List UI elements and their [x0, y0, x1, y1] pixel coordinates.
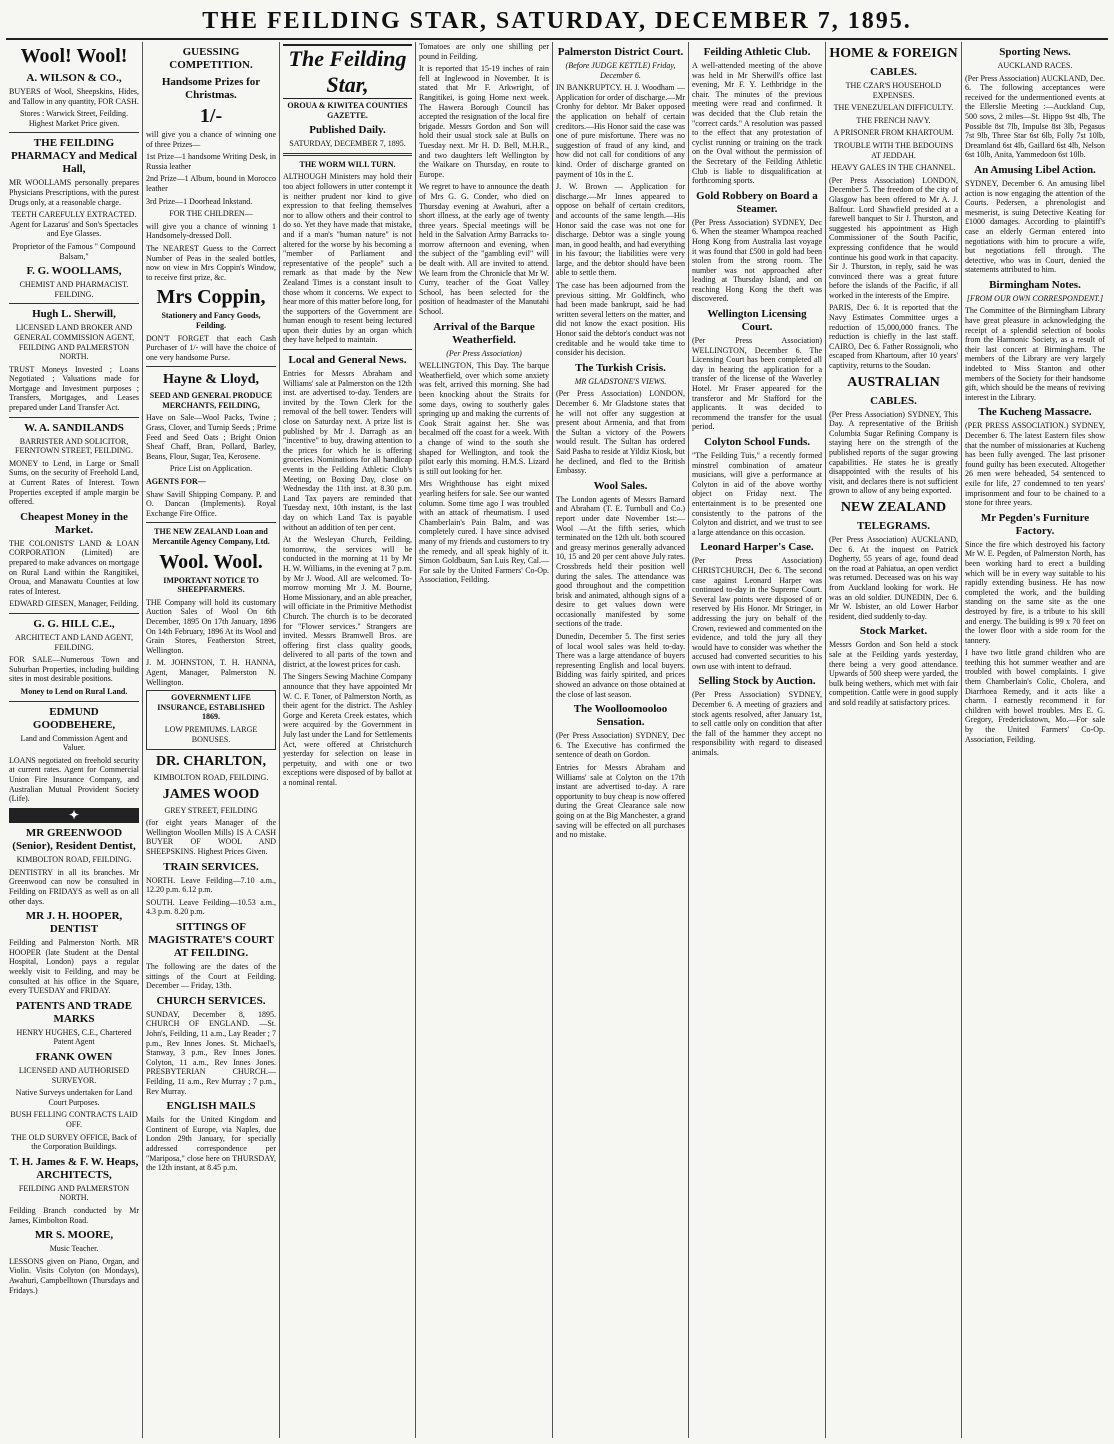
leonard-heading: Leonard Harper's Case. [700, 541, 814, 554]
wool-sales-text: The London agents of Messrs Barnard and Abraham (T. E. Turnbull and Co.) report under date November 1st:—Wool —At the fifth series, which terminated on the 12th ult. both scoured and greasy merinos generally advanced 10, 15 and 20 per cent above July rates. Crossbreds held their position well during the sales. The attendance was good throughout and the competition brisk and animated, although signs of a desire to get values down were occasionally manifested by some sections of the trade. [556, 494, 685, 629]
column-1 [6, 42, 142, 1438]
divider [9, 132, 139, 133]
hayne-sub: SEED AND GENERAL PRODUCE MERCHANTS, FEILDING, [149, 391, 273, 410]
masthead [6, 4, 1108, 40]
hill-sub: ARCHITECT AND LAND AGENT, FEILDING. [15, 632, 133, 652]
birmingham-heading: Birmingham Notes. [989, 278, 1081, 291]
children-text: will give you a chance of winning 1 Handsomely-dressed Doll. [146, 221, 276, 241]
colonists-text: THE COLONISTS' LAND & LOAN CORPORATION (Limited) are prepared to make advances on mortgage on Rural Land within the Rangitikei, Oroua, and Manawatu Counties at low rates of Interest. [9, 538, 139, 596]
woollams-sub: CHEMIST AND PHARMACIST. FEILDING. [19, 280, 129, 299]
train-south: SOUTH. Leave Feilding—10.53 a.m., 4.3 p.m. 8.20 p.m. [146, 897, 276, 917]
turkish-sub: MR GLADSTONE'S VIEWS. [574, 376, 667, 386]
worm-text: ALTHOUGH Ministers may hold their too abject followers in utter contempt it is neither prudent nor kind to give expression to that feeling themselves nor to allow others and their control to do so. Yet they have made that mistake, and if a man's "human nature" is not altered for the worse by his becoming a "member of Parliament and representative of the people" such a remark as that made by the New Zealand Times is a constant insult to those whom it concerns. We expect to hear more of this matter before long, for the supporters of the Government are human enough to resent being lectured upon their duties by an organ which they have helped to maintain. [283, 172, 412, 345]
cables-heading: CABLES. [870, 66, 917, 78]
selling-heading: Selling Stock by Auction. [698, 675, 816, 688]
wood-name: JAMES WOOD [162, 786, 260, 802]
price-heading: 1/- [199, 105, 223, 127]
loans-text: LOANS negotiated on freehold security at current rates. Agent for Commercial Union Fire Insurance Company, and Australian Mutual Provident Society (Life). [9, 755, 139, 804]
woollams-name: F. G. WOOLLAMS, [26, 265, 122, 278]
pdc-heading: Palmerston District Court. [557, 46, 684, 58]
column-8 [961, 42, 1108, 1438]
auckland-races: AUCKLAND RACES. [997, 61, 1073, 70]
prize-3: 3rd Prize—1 Doorhead Inkstand. [146, 196, 253, 206]
sandilands-name: W. A. SANDILANDS [24, 421, 124, 434]
issue-date: SATURDAY, DECEMBER 7, 1895. [289, 139, 406, 149]
nz-loan: THE NEW ZEALAND Loan and Mercantile Agency Company, Ltd. [152, 527, 270, 546]
sporting-heading: Sporting News. [999, 46, 1071, 58]
wilson-text: BUYERS of Wool, Sheepskins, Hides, and Tallow in any quantity, FOR CASH. [9, 87, 139, 106]
australian-cables: CABLES. [870, 394, 917, 407]
balsam-text: Proprietor of the Famous " Compound Balsam," [12, 241, 136, 261]
owen-name: FRANK OWEN [35, 1051, 113, 1063]
prizes-heading: Handsome Prizes for Christmas. [161, 76, 261, 101]
stock-heading: Stock Market. [859, 625, 928, 638]
natives-text: Native Surveys undertaken for Land Court Purposes. [15, 1088, 133, 1107]
agents-heading: AGENTS FOR— [146, 477, 206, 487]
nz-text: (Per Press Association) AUCKLAND, Dec 6. At the inquest on Patrick Dogherty, 55 years of age, found dead on the road at Pahiatua, an open verdict was returned. Deceased was on his way from Auckland looking for work. He was an old soldier. DUNEDIN, Dec 6. Mr W. Isbister, an old Lower Harbor resident, died suddenly to-day. [829, 534, 958, 621]
govt-life: GOVERNMENT LIFE INSURANCE, ESTABLISHED 1869. [157, 693, 265, 722]
australian-text: (Per Press Association) SYDNEY, This Day. A representative of the British Columbia Sugar Refining Company is staying here on the strength of the published reports of the sugar growing capabilities. He states he is greatly disappointed with the results of his visit, and declares there is not sufficient grown to allow of any being exported. [829, 409, 958, 496]
published-daily: Published Daily. [309, 124, 386, 137]
hayne-list: Price List on Application. [169, 464, 253, 474]
cables-text-2: PARIS, Dec 6. It is reported that the Navy Estimates Committee urges a reduction of 15,000,000 francs. The reduction is chiefly in the last staff. CAIRO, Dec 6. Father Rossignoli, who escaped from Khartoum, after 10 years' captivity, returns to the Soudan. [829, 303, 958, 371]
wood-text: (for eight years Manager of the Wellington Woollen Mills) IS A CASH BUYER OF WOOL AND SHEEPSKINS. Highest Prices Given. [146, 818, 276, 857]
coppin-sub: Stationery and Fancy Goods, Feilding. [161, 311, 261, 330]
hooper-text: Feilding and Palmerston North. MR HOOPER (late Student at the Dental Hospital, London) pays a regular weekly visit to Feilding, and may be consulted at his office in the Square, every TUESDAY and FRIDAY. [9, 938, 139, 996]
gold-heading: Gold Robbery on Board a Steamer. [696, 189, 818, 215]
johnston-sign: J. M. JOHNSTON, T. H. HANNA, Agent, Manager, Palmerston N. Wellington. [146, 658, 276, 687]
divider [9, 613, 139, 614]
local-text-1: Entries for Messrs Abraham and Williams' sale at Palmerston on the 12th inst. are advertised to-day. Tenders are invited by the Town Clerk for the removal of the bell tower. Tenders will close on Saturday next. A prize list is published by Mr J. Darragh as an "incentive" to buy, drawing attention to the prices for which he is offering groceries. Nominations for all handicap events in the Feilding Athletic Club's Meeting, on Boxing Day, close on Wednesday the 11th inst. at 8.30 p.m. Land Tax payers are reminded that Tuesday next, 10th instant, is the last day on which Land Tax is payable without an addition of ten per cent. [283, 369, 412, 532]
sittings-text: The following are the dates of the sittings of the Court at Feilding. December — Friday, 13th. [146, 962, 276, 991]
telegrams-heading: TELEGRAMS. [856, 519, 931, 532]
coppin-name: Mrs Coppin, [156, 286, 266, 309]
french-navy-sub: THE FRENCH NAVY. [856, 115, 931, 125]
home-foreign-heading: HOME & FOREIGN [829, 46, 958, 61]
forsale-text: FOR SALE—Numerous Town and Suburban Properties, including building sites in most desirable positions. [9, 655, 139, 684]
tomatoes-text: Tomatoes are only one shilling per pound in Feilding. [419, 42, 549, 61]
money-rural: Money to Lend on Rural Land. [20, 686, 128, 696]
gales-sub: HEAVY GALES IN THE CHANNEL. [831, 163, 956, 173]
church-heading: CHURCH SERVICES. [156, 994, 266, 1007]
wilson-name: A. WILSON & CO., [26, 72, 122, 84]
hughes-text: HENRY HUGHES, C.E., Chartered Patent Agent [16, 1027, 132, 1047]
court-text: The case has been adjourned from the previous sitting. Mr Goldfinch, who had been made bankrupt, said he had written several letters on the matter, and did not know the exact position. His Honor said the debtor's conduct was not creditable and he would take time to consider his decision. [556, 281, 685, 358]
pharmacy-text: MR WOOLLAMS personally prepares Physicians Prescriptions, with the purest Drugs only, at a reasonable charge. [9, 178, 139, 207]
giesen-sign: EDWARD GIESEN, Manager, Feilding. [9, 599, 139, 609]
notice-heading: IMPORTANT NOTICE TO SHEEPFARMERS. [163, 575, 259, 595]
cables-sub: THE CZAR'S HOUSEHOLD EXPENSES. [845, 81, 942, 100]
pharmacy-heading: THE FEILDING PHARMACY and Medical Hall, [10, 137, 138, 176]
wilson-stores: Stores : Warwick Street, Feilding. Highest Market Price given. [19, 109, 129, 128]
wood-sub: GREY STREET, FEILDING [164, 805, 258, 815]
australian-heading: AUSTRALIAN [847, 374, 940, 390]
pegden-text-2: I have two little grand children who are teething this hot summer weather and are troubled with bowel complaints. I give them Chamberlain's Colic, Cholera, and Diarrhoea Remedy, and it acts like a charm. I earnestly recommend it for children with bowel troubles. Mrs E. G. Gregory, Frederickstown, Mo.—For sale by the United Farmers' Co-Op. Association, Feilding. [965, 648, 1105, 744]
moore-text: LESSONS given on Piano, Organ, and Violin. Visits Colyton (on Mondays), Awahuri, Campbelltown (Thursdays and Fridays.) [9, 1256, 139, 1295]
turkish-text: (Per Press Association) LONDON, December 6. Mr Gladstone states that he will not offer any suggestion at present about Armenia, and that from the Sultan a victory of the Powers would result. The Sultan has ordered Said Pasha to reside at Yildiz Kiosk, but he declined, and fled to the British Embassy. [556, 389, 685, 476]
divider [9, 701, 139, 702]
train-north: NORTH. Leave Feilding—7.10 a.m., 12.20 p.m. 6.12 p.m. [146, 875, 276, 895]
selling-text: (Per Press Association) SYDNEY, December 6. A meeting of graziers and stock agents resolved, after January 1st, to sell cattle only on condition that after the fall of the hammer they accept no responsibility with regard to diseased animals. [692, 690, 822, 758]
column-7 [825, 42, 961, 1438]
heaps-text: Feilding Branch conducted by Mr James, Kimbolton Road. [9, 1205, 139, 1225]
divider [146, 522, 276, 523]
nearest-text: The NEAREST Guess to the Correct Number of Peas in the sealed bottles, now on view in Mrs Coppin's Window, to receive first prize, &c. [146, 243, 276, 282]
greenwood-sub: KIMBOLTON ROAD, FEILDING. [16, 855, 132, 865]
church-text: SUNDAY, December 8, 1895. CHURCH OF ENGLAND. —St. John's, Feilding, 11 a.m., Lay Reader ; 7 p.m., Rev Innes Jones. St. Michael's, Stanway, 3 p.m., Rev Innes Jones. Colyton, 11 a.m., Rev Innes Jones. PRESBYTERIAN CHURCH.—Feilding, 11 a.m., Rev Murray ; 7 p.m., Rev Murray. [146, 1009, 276, 1096]
nameplate-sub: OROUA & KIWITEA COUNTIES GAZETTE. [287, 101, 408, 120]
pegden-text: Since the fire which destroyed his factory Mr W. E. Pegden, of Palmerston North, has been working hard to erect a building which will be in every way suitable to his rapidly extending business. He has now completed the work, and the building standing on the same site as the one destroyed by fire, is a tribute to his skill and energy. The building is 99 x 70 feet on the lower floor with a side room for the tannery. [965, 539, 1105, 645]
wool-sales-text-2: Dunedin, December 5. The first series of local wool sales was held to-day. There was a large attendance of buyers representing English and local buyers. Bidding was fairly spirited, and prices showed an advance on those obtained at the close of last season. [556, 632, 685, 699]
birmingham-sub: [FROM OUR OWN CORRESPONDENT.] [966, 293, 1104, 303]
notice-text: THE Company will hold its customary Auction Sales of Wool On 6th December, 1895 On 17th January, 1896 On 14th February, 1896 At its Wool and Grain Stores, Featherston Street, Wellington. [146, 597, 276, 655]
sherwill-name: Hugh L. Sherwill, [32, 308, 116, 321]
nameplate: The Feilding Star, [283, 44, 412, 99]
cables-text: (Per Press Association) LONDON, December 5. The freedom of the city of Glasgow has been offered to Mr A. J. Balfour. Lord Shawfield presided at a farewell banquet to Sir J. Thurston, and suggested his appointment as High Commissioner of the South Pacific, expressing confidence that he would continue his good work in that capacity. Sir J. Thurston, in reply, said he was convinced there was a great future before the islands of the Pacific, if all worked in the interests of the Empire. [829, 175, 958, 300]
moore-name: MR S. MOORE, [34, 1229, 114, 1242]
kucheng-text: (PER PRESS ASSOCIATION.) SYDNEY, December 6. The latest Eastern files show that the number of missionaries at Kucheng has been fully avenged. The last prisoner found guilty has been executed. Altogether 26 men were beheaded, 54 sentenced to exile for life, 27 condemned to ten years' imprisonment and four to be chained to a stone for three years. [965, 421, 1105, 508]
sherwill-text: TRUST Moneys Invested ; Loans Negotiated ; Valuations made for Mortgage and Investment purposes ; Transfers, Mortgages, and Leases prepared under Land Transfer Act. [9, 364, 139, 413]
divider [9, 417, 139, 418]
arrival-text: WELLINGTON, This Day. The barque Weatherfield, over which some anxiety was felt, arrived this morning. She had been knocking about the Straits for some days, owing to southerly gales springing up and making the currents of Cook Strait against her. She was becalmed off the coast for a week. With a change of wind to the south she shaped for Wellington, and took the pilot early this morning. H.M.S. Lizard is still out looking for her. [419, 361, 549, 476]
gold-text: (Per Press Association) SYDNEY, Dec 6. When the steamer Whampoa reached Hong Kong from Australia last voyage it was found that £500 in gold had been stolen from the strong room. The number was not approached after leading at Thursday Island, and on reaching Hong Kong the theft was discovered. [692, 217, 822, 304]
athletic-text: A well-attended meeting of the above was held in Mr Sherwill's office last evening, Mr F. Y. Lethbridge in the chair. The minutes of the previous meeting were read and confirmed. It was decided that the Club retain the "correct cards." A resolution was passed to the effect that any protestation of cyclist running or training on the track on the Oval without the permission of the Secretary of the Feilding Athletic Club is liable to disqualification at forthcoming sports. [692, 61, 822, 186]
hooper-name: MR J. H. HOOPER, DENTIST [25, 910, 123, 936]
nz-heading: NEW ZEALAND [840, 499, 947, 515]
sporting-text: (Per Press Association) AUCKLAND, Dec. 6. The following acceptances were received for the undermentioned events at the Ellerslie Meeting :—Auckland Cup, 500 sovs, 2 miles—St. Hippo 9st 4lb, The Possible 8st 7lb, Impulse 8st 3lb, Pegasus 7st 9lb, Three Star 6st 6lb, Folly 7st 10lb, Dreamland 6st 4lb, Gaillard 6st 4lb, Nelson 6st 10lb, Anita, Yammedoon 6st 10lb. [965, 73, 1105, 160]
patents-heading: PATENTS AND TRADE MARKS [15, 999, 133, 1025]
column-2 [142, 42, 279, 1438]
guessing-heading: GUESSING COMPETITION. [169, 46, 253, 71]
mails-text: Mails for the United Kingdom and Continent of Europe, via Naples, due London 29th January, for specially addressed correspondence per "Mariposa," close here on THURSDAY, the 12th instant, at 8.45 p.m. [146, 1115, 276, 1173]
news-text-1: It is reported that 15-19 inches of rain fell at Inglewood in November. It is stated that Mr F. Arkwright, of Rangitikei, is going Home next week. The Hawera Borough Council has accepted the resignation of the local fire brigade. Messrs Gordon and Son will hold their usual stock sale at Bulls on Tuesday next. Mr H. D. Bell, M.H.R., and two daughters left Wellington by the Waikare on Thursday, en route to Europe. [419, 64, 549, 179]
pdc-sub: (Before JUDGE KETTLE) Friday, December 6. [565, 61, 676, 80]
column-4 [415, 42, 552, 1438]
teeth-text: TEETH CAREFULLY EXTRACTED. Agent for Lazarus' and Son's Spectacles and Eye Glasses. [10, 210, 138, 239]
column-3 [279, 42, 415, 1438]
charlton-sub: KIMBOLTON ROAD, FEILDING. [153, 773, 269, 783]
charlton-name: DR. CHARLTON, [155, 754, 267, 770]
heaps-name: T. H. James & F. W. Heaps, ARCHITECTS, [9, 1155, 139, 1181]
govt-life-box [146, 690, 276, 750]
colyton-text: "The Feilding Tuis," a recently formed minstrel combination of amateur musicians, will give a performance at Colyton in aid of the above worthy object on Friday next. The entertainment is to be presented one consistently to the patrons of the Colyton and district, and we trust to see a large attendance on this occasion. [692, 451, 822, 537]
libel-heading: An Amusing Libel Action. [974, 163, 1096, 176]
arrival-text-2: Mrs Wrighthouse has eight mixed yearling heifers for sale. See our wanted column. Some time ago I was troubled with an attack of rheumatism. I used Chamberlain's Pain Balm, and was completely cured. I have since advised many of my friends and customers to try the remedy, and all speak highly of it. Simon Goldbaum, San Luis Rey, Cal.—For sale by the United Farmers' Co-Op. Association, Feilding. [419, 479, 549, 585]
greenwood-name: MR GREENWOOD (Senior), Resident Dentist, [12, 827, 136, 853]
agents-text: Shaw Savill Shipping Company. P. and O. Dancan (Implements). Royal Exchange Fire Office. [146, 489, 276, 518]
stock-text: Messrs Gordon and Son held a stock sale at the Feilding yards yesterday, there being a very good attendance. Upwards of 500 sheep were yarded, the bulk being wethers, which met with fair competition. Cattle were in good supply and sold readily at satisfactory prices. [829, 640, 958, 707]
sittings-heading: SITTINGS OF MAGISTRATE'S COURT AT FEILDING. [148, 921, 274, 960]
sandilands-sub: BARRISTER AND SOLICITOR, FERNTOWN STREET, FEILDING. [15, 436, 133, 456]
train-heading: TRAIN SERVICES. [163, 860, 259, 873]
woolloomooloo-text: (Per Press Association) SYDNEY, Dec 6. The Executive has confirmed the sentence of death on Gordon. [556, 731, 685, 760]
kucheng-heading: The Kucheng Massacre. [978, 406, 1092, 419]
hayne-name: Hayne & Lloyd, [162, 372, 260, 388]
pegden-heading: Mr Pegden's Furniture Factory. [980, 511, 1090, 537]
cheapest-heading: Cheapest Money in the Market. [20, 510, 128, 536]
birmingham-text: The Committee of the Birmingham Library have great pleasure in acknowledging the receipt of a splendid selection of books from the Harmonic Society, as a result of their last concert at Birmingham. The members of the Library are very largely indebted to Miss Stanton and other members of the Society for their handsome gift, which should be the means of reviving interest in the Library. [965, 306, 1105, 402]
divider [9, 303, 139, 304]
news-text-2: We regret to have to announce the death of Mrs G. G. Conder, who died on Thursday evening at Awahuri, after a short illness, at the early age of twenty three years. Special meetings will be held in the Salvation Army Barracks to-morrow afternoon and evening, when the subject of the "gambling evil" will be dealt with. All are invited to attend. We learn from the Chronicle that Mr W. Curry, teacher of the Goat Valley School, has been selected for the position of headmaster of the Manutahi School. [419, 182, 549, 317]
children-heading: FOR THE CHILDREN— [169, 209, 253, 219]
athletic-heading: Feilding Athletic Club. [703, 46, 811, 58]
guessing-text: will give you a chance of winning one of three Prizes— [146, 130, 276, 149]
column-6 [688, 42, 825, 1438]
goodbehere-sub: Land and Commission Agent and Valuer. [20, 733, 128, 753]
prize-2: 2nd Prize—1 Album, bound in Morocco leather [146, 174, 276, 193]
wool-sales-heading: Wool Sales. [593, 479, 648, 492]
divider [283, 153, 412, 156]
heaps-sub: FEILDING AND PALMERSTON NORTH. [18, 1183, 130, 1203]
hill-name: G. G. HILL C.E., [33, 617, 115, 630]
goodbehere-name: EDMUND GOODBEHERE, [32, 705, 116, 731]
turkish-heading: The Turkish Crisis. [575, 361, 666, 374]
pdc-text-2: J. W. Brown — Application for discharge.—Mr Innes appeared to oppose on behalf of certain creditors, and accounts of the same length.—His Honor said the case was not one for discharge. Debtor was a single young man, in good health, and had everything in his favour; the liabilities were very large, and the debtor should have been able to settle them. [556, 182, 685, 278]
venezuelan-sub: THE VENEZUELAN DIFFICULTY. [833, 103, 954, 113]
owen-sub: LICENSED AND AUTHORISED SURVEYOR. [18, 1066, 130, 1085]
mails-heading: ENGLISH MAILS [166, 1100, 256, 1113]
wellington-licensing-text: (Per Press Association) WELLINGTON, December 6. The Licensing Court has been completed all day in hearing the application for a transfer of the license of the Waverley Hotel. Mr Fraser appeared for the transferor and Mr Stafford for the applicants. It was decided to recommend the transfer for the usual period. [692, 336, 822, 432]
bedouins-sub: TROUBLE WITH THE BEDOUINS AT JEDDAH. [833, 140, 954, 160]
sherwill-sub: LICENSED LAND BROKER AND GENERAL COMMISSION AGENT, FEILDING AND PALMERSTON NORTH. [13, 323, 135, 362]
bush-text: BUSH FELLING CONTRACTS LAID OFF. [10, 1110, 138, 1129]
prisoner-sub: A PRISONER FROM KHARTOUM. [833, 128, 954, 138]
divider [283, 349, 412, 350]
forget-text: DON'T FORGET that each Cash Purchaser of 1/- will have the choice of one very handsome Purse. [146, 333, 276, 362]
arrival-sub: (Per Press Association) [446, 348, 522, 358]
column-5 [552, 42, 688, 1438]
leonard-text: (Per Press Association) CHRISTCHURCH, Dec 6. The second case against Leonard Harper was continued to-day in the Supreme Court. Several law points were disposed of or reserved by His Honor. Mr Stringer, in addressing the jury on behalf of the Crown, reviewed and commented on the evidence, and told the jury all they would have to consider was whether the accused had converted securities to his own use with intent to defraud. [692, 556, 822, 671]
wool-heading-2: Wool. Wool. [159, 550, 263, 573]
local-text-2: At the Wesleyan Church, Feilding, tomorrow, the services will be conducted in the morning at 11 by Mr H. W. Williams, in the evening at 7 p.m. by Mr J. Wood. All are welcomed. To-morrow morning Mr J. M. Bourne, Home Missionary, and an able preacher, will officiate in the Primitive Methodist Church. The church is to be decorated for "Flower services." Strangers are invited. Messrs Bramwell Bros. are offering first class quality goods, delivered to all parts of the town and district, at the lowest prices for cash. [283, 535, 412, 669]
survey-office: THE OLD SURVEY OFFICE, Back of the Corporation Buildings. [11, 1132, 137, 1152]
wellington-licensing-heading: Wellington Licensing Court. [707, 308, 807, 334]
govt-rates: LOW PREMIUMS. LARGE BONUSES. [164, 724, 258, 744]
local-text-3: The Singers Sewing Machine Company announce that they have appointed Mr W. C. F. Toner, of Palmerston North, as their agent for the district. The Ashley Gorge and Kereta Creek estates, which were acquired by the Government in July last under the Land for Settlements Act, were offered at Christchurch yesterday for selection on lease in perpetuity, and with one or two exceptions were disposed of by ballot at a nominal rental. [283, 672, 412, 787]
hayne-text: Have on Sale—Wool Packs, Twine ; Grass, Clover, and Turnip Seeds ; Prime Feed and Seed Oats ; Bright Onion Sheaf Chaff, Bran, Pollard, Barley, Beans, Flour, Sugar, Tea, Kerosene. [146, 413, 276, 461]
colyton-heading: Colyton School Funds. [703, 436, 811, 448]
wool-heading: Wool! Wool! [20, 45, 128, 67]
local-heading: Local and General News. [288, 354, 407, 367]
money-text: MONEY to Lend, in Large or Small Sums, on the security of Freehold Land, at Current Rates of Interest. Town Properties excepted if ample margin be offered. [9, 458, 139, 507]
masthead-title: THE FEILDING STAR, SATURDAY, DECEMBER 7, 1895. [202, 8, 912, 34]
dentistry-text: DENTISTRY in all its branches. Mr Greenwood can now be consulted in Feilding on FRIDAYS as well as on all other days. [9, 867, 139, 906]
arrival-heading: Arrival of the Barque Weatherfield. [433, 320, 535, 346]
woolloomooloo-text-2: Entries for Messrs Abraham and Williams' sale at Colyton on the 17th instant are advertised to-day. A rare opportunity to buy cheap is now offered during the Great Clearance sale now going on at the Big Manchester, a grand saving will be effected on all purchases and no mistake. [556, 763, 685, 840]
woolloomooloo-heading: The Woolloomooloo Sensation. [573, 703, 668, 729]
dentist-banner: ✦ [9, 808, 139, 824]
prize-1: 1st Prize—1 handsome Writing Desk, in Russia leather [146, 152, 276, 171]
pdc-text: IN BANKRUPTCY. H. J. Woodham — Application for order of discharge.—Mr Cronhy for debtor. Mr Baker opposed the application on behalf of certain creditors.—His Honor said the case was one of pure misfortune. There was no suggestion of fraud of any kind, and how did not call for conditions of any kind. Order of discharge granted on payment of 10s in the £. [556, 83, 685, 179]
libel-text: SYDNEY, December 6. An amusing libel action is now engaging the attention of the Courts. Pedersen, a phrenologist and mesmerist, is suing Detective Keating for £1000 damages. According to plaintiff's case an elderly German entered into negotiations with him to procure a wife, but negotiations fell through. The detective, who was in Court, denied the statements attributed to him. [965, 178, 1105, 275]
moore-sub: Music Teacher. [49, 1244, 99, 1254]
divider [146, 366, 276, 367]
worm-heading: THE WORM WILL TURN. [299, 159, 396, 169]
